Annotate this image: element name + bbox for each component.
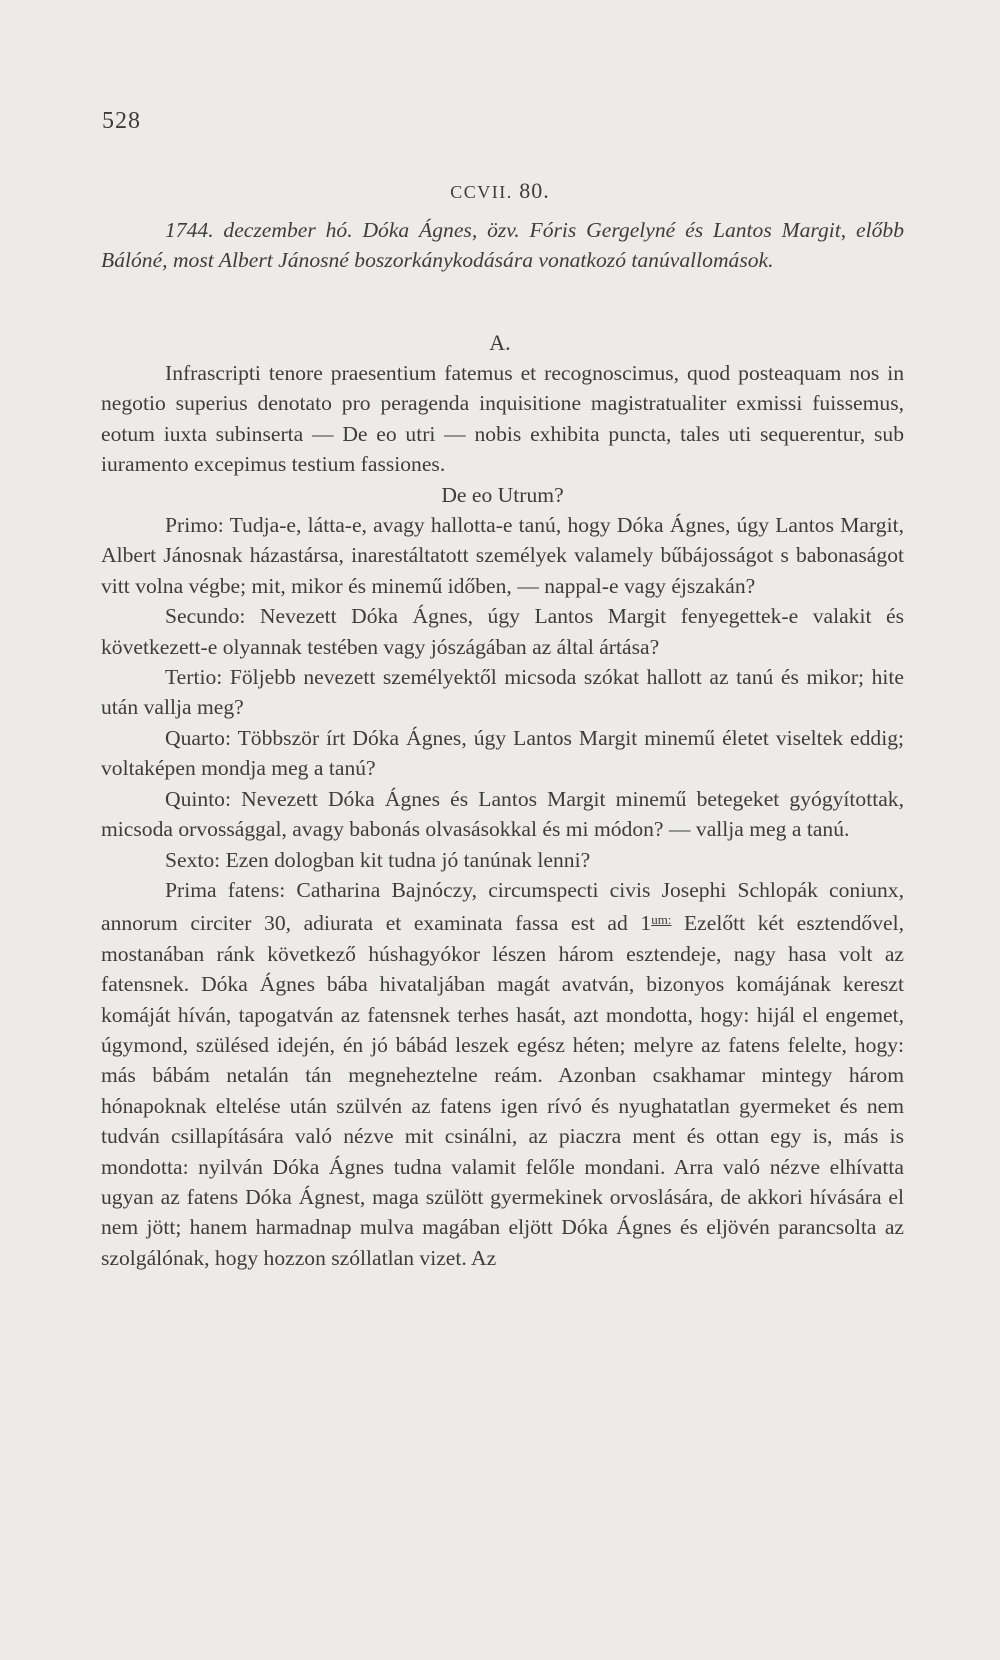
question-tertio: Tertio: Följebb nevezett személyektől micsoda szókat hallott az tanú és mikor; hite után vallja meg? (101, 665, 904, 720)
question-heading: De eo Utrum? (441, 482, 564, 507)
ordinal-superscript: um: (651, 912, 672, 928)
document-body (101, 358, 904, 1273)
question-quarto: Quarto: Többször írt Dóka Ágnes, úgy Lantos Margit minemű életet viseltek eddig; voltaképen mondja meg a tanú? (101, 725, 904, 781)
document-number (0, 178, 1000, 204)
question-sexto: Sexto: Ezen dologban kit tudna jó tanúnak lenni? (165, 847, 591, 872)
question-secundo: Secundo: Nevezett Dóka Ágnes, úgy Lantos Margit fenyegettek-e valakit és következett-e olyannak testében vagy jószágában az által ártása? (101, 604, 904, 659)
section-letter: A. (489, 330, 511, 355)
document-title: 1744. deczember hó. Dóka Ágnes, özv. Fóris Gergelyné és Lantos Margit, előbb Bálóné, most Albert Jánosné boszorkánykodására vonatkozó tanúvallomások. (101, 218, 904, 272)
testimony-paragraph (101, 875, 904, 1273)
intro-paragraph: Infrascripti tenore praesentium fatemus et recognoscimus, quod posteaquam nos in negotio superius denotato pro peragenda inquisitione magistratualiter exmissi fuissemus, eotum iuxta subinserta — De eo utri — nobis exhibita puncta, tales uti sequerentur, sub iuramento excepimus testium fassiones. (101, 361, 904, 477)
question-primo: Primo: Tudja-e, látta-e, avagy hallotta-e tanú, hogy Dóka Ágnes, úgy Lantos Margit, Albert Jánosnak házastársa, inarestáltatott személyek valamely bűbájosságot s babonaságot vitt volna végbe; mit, mikor és minemű időben, — nappal-e vagy éjszakán? (101, 513, 904, 598)
question-quinto: Quinto: Nevezett Dóka Ágnes és Lantos Margit minemű betegeket gyógyítottak, micsoda orvossággal, avagy babonás olvasásokkal és mi módon? — vallja meg a tanú. (101, 786, 904, 842)
document-arabic-numeral: 80. (519, 178, 550, 203)
testimony-text-rest: Ezelőtt két esztendővel, mostanában ránk következő húshagyókor lészen három esztendeje, nagy hasa volt az fatensnek. Dóka Ágnes bába hivataljában magát avatván, bizonyos komájának kereszt komáját híván, tapogatván az fatensnek terhes hasát, azt mondotta, hogy: hijál el engemet, úgymond, szülésed idején, én jó bábád leszek egész héten; melyre az fatens felelte, hogy: más bábám netalán tán megneheztelne reám. Azonban csakhamar mintegy három hónapoknak eltelése után szülvén az fatens igen rívó és nyughatatlan gyermeket és nem tudván csillapítására való nézve mit csinálni, az piaczra ment és ottan egy is, más is mondotta: nyilván Dóka Ágnes tudna valamit felőle mondani. Arra való nézve elhívatta ugyan az fatens Dóka Ágnest, maga szülött gyermekinek orvoslására, de akkori hívására el nem jött; hanem harmadnap mulva magában eljött Dóka Ágnes és eljövén parancsolta az szolgálónak, hogy hozzon szóllatlan vizet. Az (101, 911, 904, 1270)
testimony-text-start: Prima fatens: Catharina Bajnóczy, circumspecti civis Josephi Schlopák coniunx, annorum circiter 30, adiurata et examinata fassa est ad 1 (101, 877, 904, 936)
document-roman-numeral: CCVII. (450, 182, 513, 202)
page-number: 528 (102, 108, 141, 134)
